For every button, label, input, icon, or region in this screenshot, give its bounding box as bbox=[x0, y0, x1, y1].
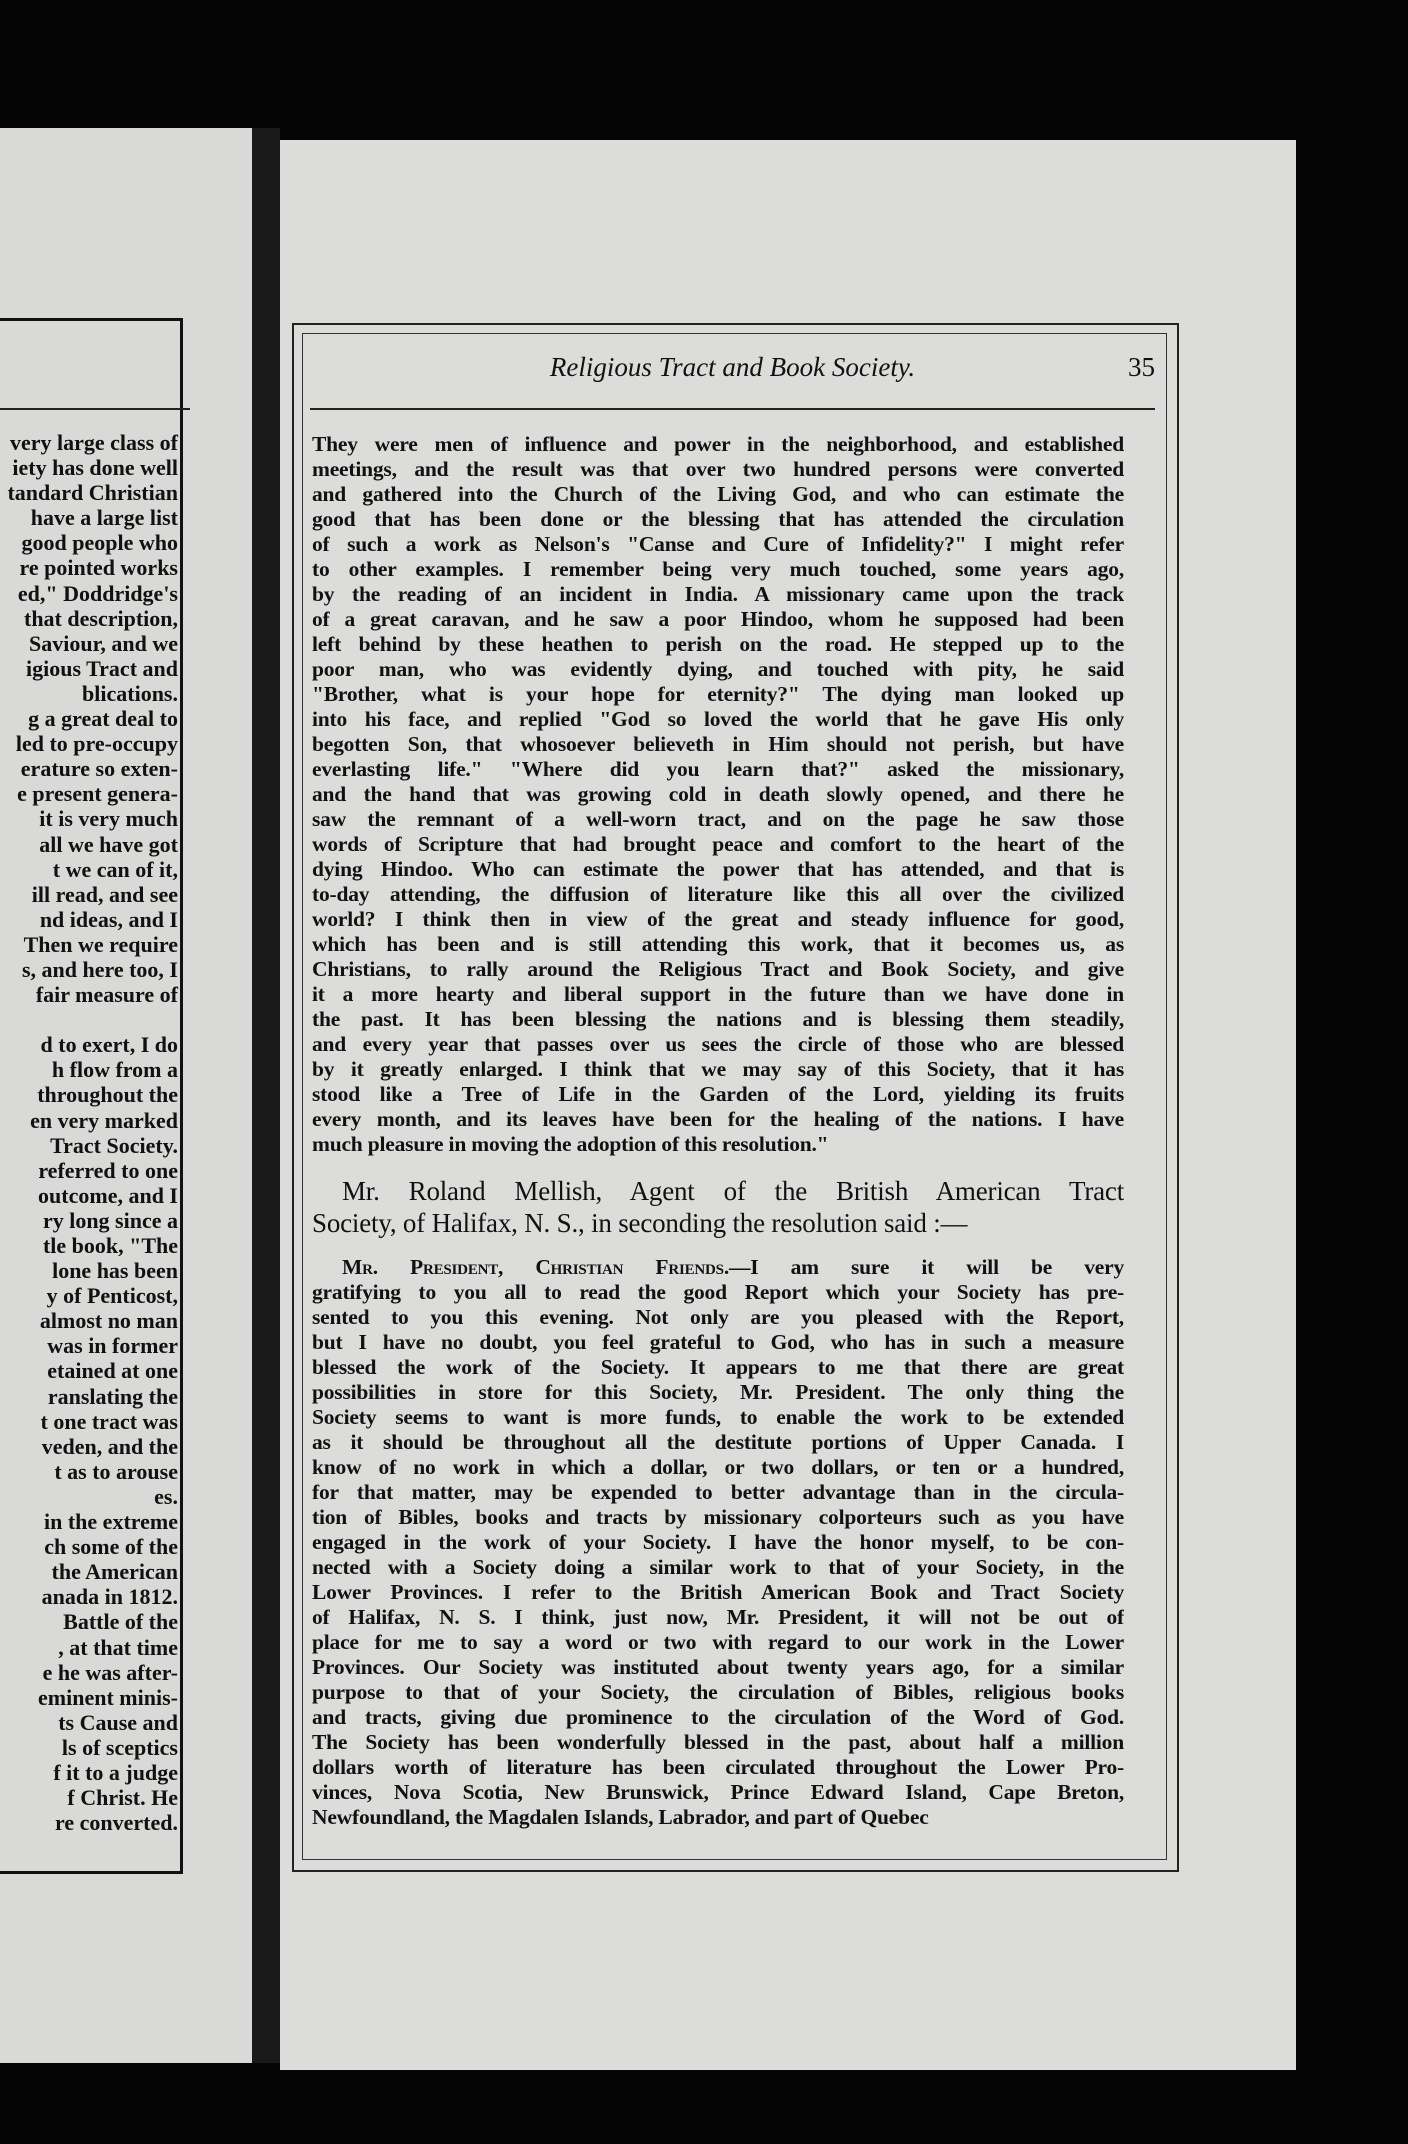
text-line: engaged in the work of your Society. I have the honor myself, to be con- bbox=[312, 1530, 1124, 1554]
text-line: sented to you this evening. Not only are you pleased with the Report, bbox=[312, 1305, 1124, 1329]
left-text-line: ry long since a bbox=[42, 1207, 178, 1233]
left-text-line: ill read, and see bbox=[31, 881, 178, 907]
left-text-line: outcome, and I bbox=[38, 1182, 178, 1208]
text-line: Society seems to want is more funds, to enable the work to be extended bbox=[312, 1405, 1124, 1429]
text-line: Society, of Halifax, N. S., in seconding the resolution said :— bbox=[312, 1208, 968, 1238]
paragraph-first-line bbox=[312, 1255, 1124, 1280]
left-text-line: have a large list bbox=[30, 505, 178, 531]
text-line: of Halifax, N. S. I think, just now, Mr. President, it will not be out of bbox=[312, 1605, 1124, 1629]
text-line: The Society has been wonderfully blessed in the past, about half a million bbox=[312, 1730, 1124, 1754]
text-line: They were men of influence and power in the neighborhood, and established bbox=[312, 432, 1124, 456]
text-line: blessed the work of the Society. It appears to me that there are great bbox=[312, 1355, 1124, 1379]
speaker-heading bbox=[312, 1175, 1124, 1239]
left-text-line: good people who bbox=[21, 530, 178, 556]
left-text-line: ch some of the bbox=[44, 1534, 178, 1560]
text-line: tion of Bibles, books and tracts by missionary colporteurs such as you have bbox=[312, 1505, 1124, 1529]
left-text-line: tandard Christian bbox=[7, 480, 178, 506]
text-line: saw the remnant of a well-worn tract, and on the page he saw those bbox=[312, 807, 1124, 831]
left-text-line: d to exert, I do bbox=[40, 1032, 178, 1058]
text-line: as it should be throughout all the destitute portions of Upper Canada. I bbox=[312, 1430, 1124, 1454]
left-text-line: igious Tract and bbox=[26, 655, 178, 681]
left-text-line: that description, bbox=[24, 605, 178, 631]
left-text-line: led to pre-occupy bbox=[15, 731, 178, 757]
text-line: poor man, who was evidently dying, and touched with pity, he said bbox=[312, 657, 1124, 681]
left-text-line: e present genera- bbox=[17, 781, 178, 807]
left-text-line: t we can of it, bbox=[52, 856, 178, 882]
text-line: begotten Son, that whosoever believeth in Him should not perish, but have bbox=[312, 732, 1124, 756]
text-line: it a more hearty and liberal support in the future than we have done in bbox=[312, 982, 1124, 1006]
left-text-line: re pointed works bbox=[19, 555, 178, 581]
text-line: dollars worth of literature has been circulated throughout the Lower Pro- bbox=[312, 1755, 1124, 1779]
left-page-text bbox=[0, 430, 178, 1835]
left-text-line: blications. bbox=[82, 680, 178, 706]
left-text-line: eminent minis- bbox=[38, 1684, 178, 1710]
text-line: vinces, Nova Scotia, New Brunswick, Prince Edward Island, Cape Breton, bbox=[312, 1780, 1124, 1804]
left-text-line: en very marked bbox=[30, 1107, 178, 1133]
left-page-rule bbox=[0, 408, 190, 410]
text-line: "Brother, what is your hope for eternity?" The dying man looked up bbox=[312, 682, 1124, 706]
left-text-line: ls of sceptics bbox=[61, 1734, 178, 1760]
left-text-line: all we have got bbox=[39, 831, 178, 857]
left-text-line: tle book, "The bbox=[42, 1233, 178, 1258]
paragraph-seconding-speech bbox=[312, 1255, 1124, 1830]
text-line: much pleasure in moving the adoption of this resolution." bbox=[312, 1132, 829, 1156]
text-line: meetings, and the result was that over two hundred persons were converted bbox=[312, 457, 1124, 481]
text-line: world? I think then in view of the great and steady influence for good, bbox=[312, 907, 1124, 931]
left-text-line: was in former bbox=[47, 1333, 178, 1359]
text-line: stood like a Tree of Life in the Garden of the Lord, yielding its fruits bbox=[312, 1082, 1124, 1106]
text-line: Newfoundland, the Magdalen Islands, Labrador, and part of Quebec bbox=[312, 1805, 929, 1829]
left-text-line: Battle of the bbox=[63, 1609, 178, 1635]
left-text-line: f Christ. He bbox=[67, 1785, 178, 1811]
left-text-line: f it to a judge bbox=[53, 1759, 178, 1785]
text-line: nected with a Society doing a similar work to that of your Society, in the bbox=[312, 1555, 1124, 1579]
text-line: good that has been done or the blessing that has attended the circulation bbox=[312, 507, 1124, 531]
left-text-line: throughout the bbox=[37, 1082, 178, 1108]
page-number: 35 bbox=[1128, 352, 1155, 382]
text-line: but I have no doubt, you feel grateful to God, who has in such a measure bbox=[312, 1330, 1124, 1354]
left-text-line: veden, and the bbox=[41, 1433, 178, 1459]
text-line: every month, and its leaves have been for the healing of the nations. I have bbox=[312, 1107, 1124, 1131]
left-text-line: iety has done well bbox=[12, 455, 178, 481]
left-text-line: g a great deal to bbox=[28, 706, 178, 732]
left-text-line: the American bbox=[51, 1559, 178, 1585]
left-text-line: es. bbox=[154, 1483, 178, 1509]
left-text-line: Then we require bbox=[23, 931, 178, 957]
text-line: words of Scripture that had brought peace and comfort to the heart of the bbox=[312, 832, 1124, 856]
text-line: by the reading of an incident in India. A missionary came upon the track bbox=[312, 582, 1124, 606]
text-line: Mr. Roland Mellish, Agent of the British American Tract bbox=[342, 1176, 1124, 1206]
text-line: and every year that passes over us sees the circle of those who are blessed bbox=[312, 1032, 1124, 1056]
left-text-line: lone has been bbox=[52, 1258, 178, 1284]
text-line: for that matter, may be expended to better advantage than in the circula- bbox=[312, 1480, 1124, 1504]
text-line: of such a work as Nelson's "Canse and Cure of Infidelity?" I might refer bbox=[312, 532, 1124, 556]
text-line: of a great caravan, and he saw a poor Hindoo, whom he supposed had been bbox=[312, 607, 1124, 631]
text-line: to other examples. I remember being very much touched, some years ago, bbox=[312, 557, 1124, 581]
left-text-line: anada in 1812. bbox=[41, 1584, 178, 1610]
text-line: by it greatly enlarged. I think that we may say of this Society, that it has bbox=[312, 1057, 1124, 1081]
left-text-line: referred to one bbox=[38, 1157, 178, 1183]
text-line: and gathered into the Church of the Living God, and who can estimate the bbox=[312, 482, 1124, 506]
text-line: into his face, and replied "God so loved the world that he gave His only bbox=[312, 707, 1124, 731]
left-text-line: h flow from a bbox=[51, 1057, 178, 1083]
right-page bbox=[280, 140, 1296, 2070]
left-text-line: y of Penticost, bbox=[46, 1283, 178, 1309]
running-head-title: Religious Tract and Book Society. bbox=[549, 352, 916, 382]
text-line: purpose to that of your Society, the circulation of Bibles, religious books bbox=[312, 1680, 1124, 1704]
text-line: possibilities in store for this Society, Mr. President. The only thing the bbox=[312, 1380, 1124, 1404]
left-text-line: ts Cause and bbox=[58, 1709, 178, 1735]
header-rule bbox=[310, 408, 1155, 410]
left-facing-page bbox=[0, 128, 252, 2063]
text-line: and the hand that was growing cold in death slowly opened, and there he bbox=[312, 782, 1124, 806]
left-text-line: , at that time bbox=[58, 1634, 178, 1660]
text-line: and tracts, giving due prominence to the circulation of the Word of God. bbox=[312, 1705, 1124, 1729]
left-text-line: very large class of bbox=[10, 430, 178, 455]
left-text-line: fair measure of bbox=[35, 982, 178, 1008]
first-line-rest: —I am sure it will be very bbox=[729, 1255, 1124, 1279]
salutation: Mr. President, Christian Friends. bbox=[342, 1255, 729, 1279]
text-line: to-day attending, the diffusion of literature like this all over the civilized bbox=[312, 882, 1124, 906]
text-line: Provinces. Our Society was instituted about twenty years ago, for a similar bbox=[312, 1655, 1124, 1679]
text-line: gratifying to you all to read the good Report which your Society has pre- bbox=[312, 1280, 1124, 1304]
paragraph-speech-end bbox=[312, 432, 1124, 1157]
text-line: place for me to say a word or two with regard to our work in the Lower bbox=[312, 1630, 1124, 1654]
text-line: left behind by these heathen to perish on the road. He stepped up to the bbox=[312, 632, 1124, 656]
running-head bbox=[310, 348, 1155, 388]
left-text-line: t as to arouse bbox=[54, 1458, 178, 1484]
left-text-line: t one tract was bbox=[40, 1408, 178, 1434]
left-text-line: almost no man bbox=[39, 1308, 178, 1334]
text-line: everlasting life." "Where did you learn that?" asked the missionary, bbox=[312, 757, 1124, 781]
text-line: know of no work in which a dollar, or two dollars, or ten or a hundred, bbox=[312, 1455, 1124, 1479]
book-spine bbox=[252, 128, 280, 2063]
left-text-line: ranslating the bbox=[47, 1383, 178, 1409]
left-text-line: erature so exten- bbox=[20, 756, 178, 782]
body-text bbox=[312, 432, 1124, 1830]
left-text-line bbox=[0, 1007, 178, 1032]
left-text-line: nd ideas, and I bbox=[39, 906, 178, 932]
left-text-line: re converted. bbox=[55, 1810, 178, 1836]
text-line: the past. It has been blessing the nations and is blessing them steadily, bbox=[312, 1007, 1124, 1031]
text-line: Lower Provinces. I refer to the British American Book and Tract Society bbox=[312, 1580, 1124, 1604]
text-line: Christians, to rally around the Religious Tract and Book Society, and give bbox=[312, 957, 1124, 981]
left-text-line: Tract Society. bbox=[50, 1132, 178, 1158]
text-line: dying Hindoo. Who can estimate the power that has attended, and that is bbox=[312, 857, 1124, 881]
left-text-line: it is very much bbox=[39, 806, 178, 832]
left-text-line: etained at one bbox=[47, 1358, 178, 1384]
text-line: which has been and is still attending this work, that it becomes us, as bbox=[312, 932, 1124, 956]
left-text-line: Saviour, and we bbox=[29, 630, 178, 656]
left-text-line: ed," Doddridge's bbox=[17, 580, 178, 606]
left-text-line: in the extreme bbox=[44, 1509, 178, 1535]
left-text-line: e he was after- bbox=[42, 1659, 178, 1685]
left-text-line: s, and here too, I bbox=[21, 956, 178, 982]
